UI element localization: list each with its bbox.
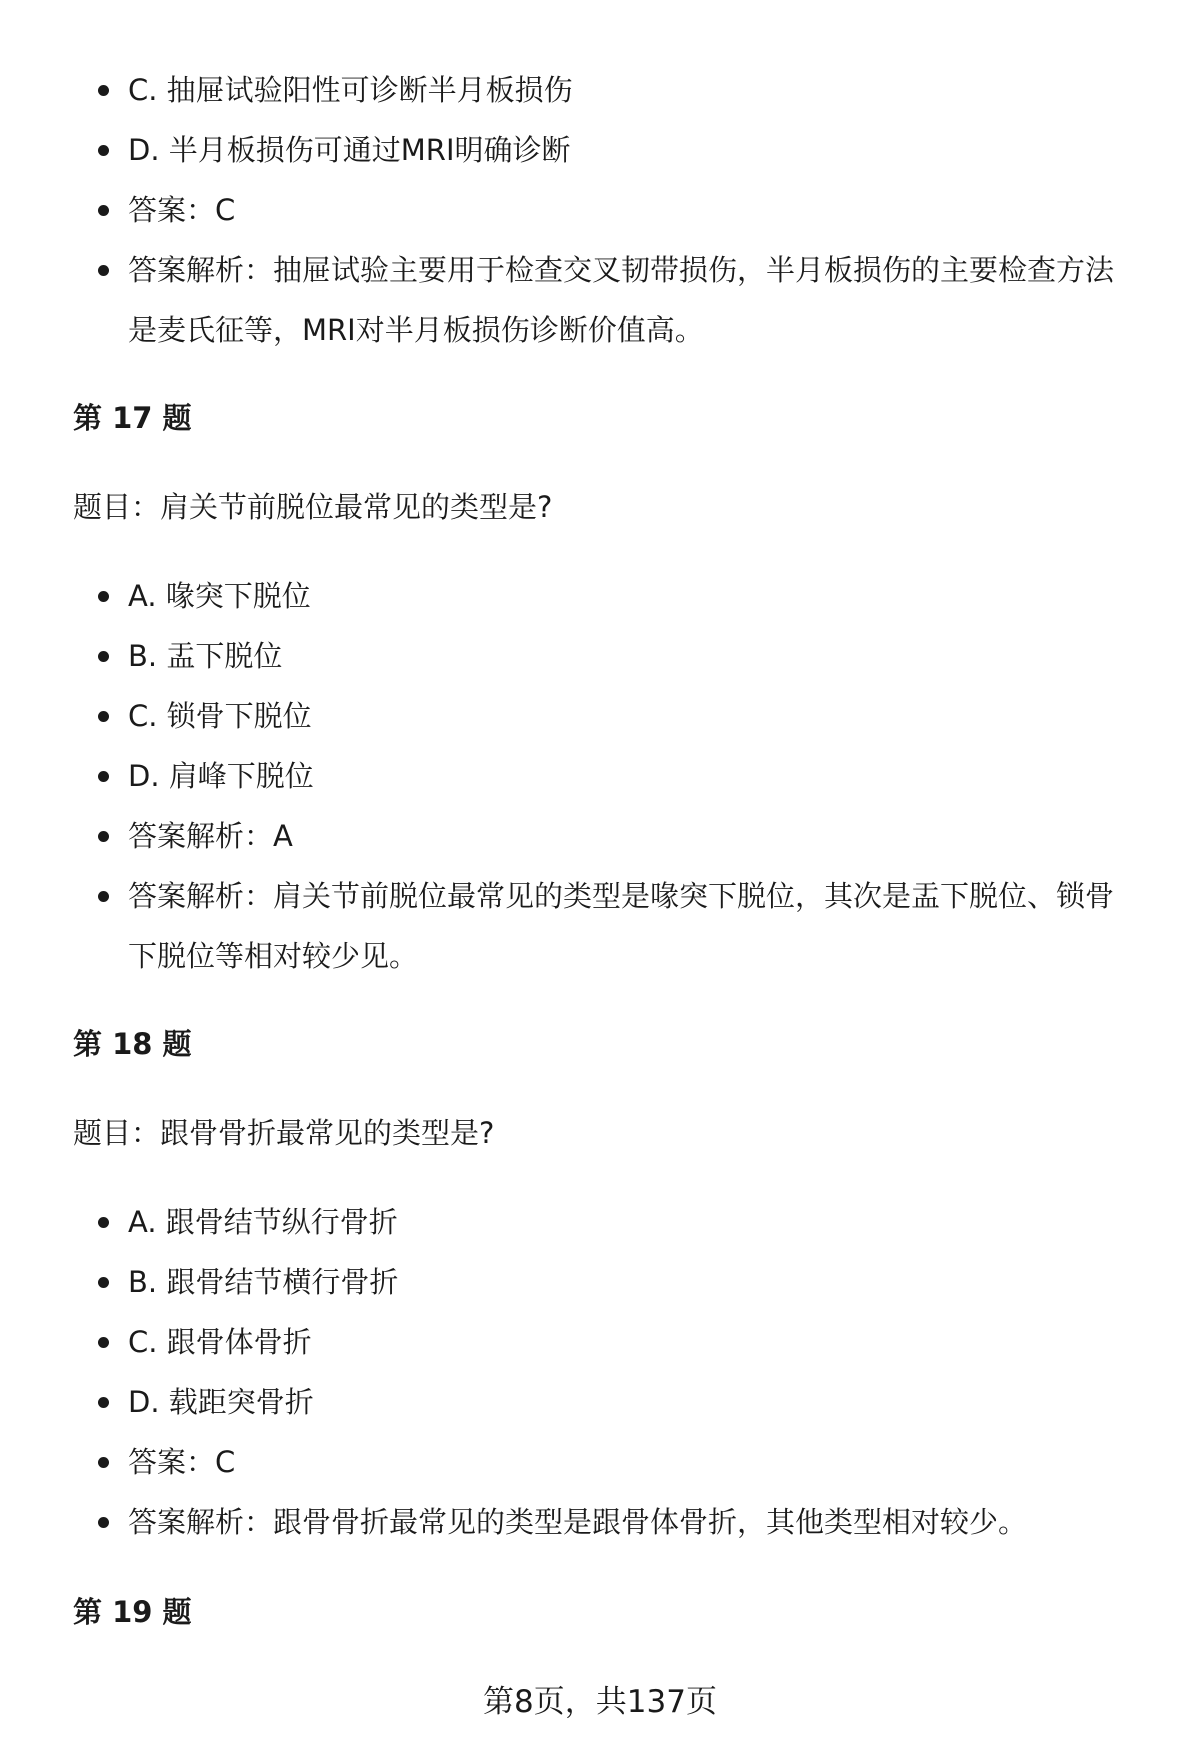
option-d: D. 半月板损伤可通过MRI明确诊断: [0, 120, 1200, 180]
question-18-title: 第 18 题: [73, 1027, 192, 1061]
option-a: A. 喙突下脱位: [0, 566, 1200, 626]
answer-explanation: 答案解析：抽屉试验主要用于检查交叉韧带损伤，半月板损伤的主要检查方法是麦氏征等，MRI对半月板损伤诊断价值高。: [0, 240, 1200, 360]
page-number: 第8页，共137页: [483, 1684, 717, 1720]
option-c: C. 锁骨下脱位: [0, 686, 1200, 746]
question-17-title: 第 17 题: [73, 401, 192, 435]
option-a: A. 跟骨结节纵行骨折: [0, 1192, 1200, 1252]
option-c: C. 抽屉试验阳性可诊断半月板损伤: [0, 60, 1200, 120]
question-18-options: [0, 1192, 1200, 1552]
answer: 答案：C: [0, 1432, 1200, 1492]
option-c: C. 跟骨体骨折: [0, 1312, 1200, 1372]
question-17-text: 题目：肩关节前脱位最常见的类型是?: [73, 490, 553, 524]
option-b: B. 盂下脱位: [0, 626, 1200, 686]
answer-explanation: 答案解析：跟骨骨折最常见的类型是跟骨体骨折，其他类型相对较少。: [0, 1492, 1200, 1552]
answer: 答案解析：A: [0, 806, 1200, 866]
question-18-text: 题目：跟骨骨折最常见的类型是?: [73, 1116, 495, 1150]
question-19-title: 第 19 题: [73, 1595, 192, 1629]
question-17-options: [0, 566, 1200, 986]
option-d: D. 载距突骨折: [0, 1372, 1200, 1432]
answer-explanation: 答案解析：肩关节前脱位最常见的类型是喙突下脱位，其次是盂下脱位、锁骨下脱位等相对较少见。: [0, 866, 1200, 986]
answer: 答案：C: [0, 180, 1200, 240]
prev-question-options: [0, 60, 1200, 360]
option-b: B. 跟骨结节横行骨折: [0, 1252, 1200, 1312]
option-d: D. 肩峰下脱位: [0, 746, 1200, 806]
